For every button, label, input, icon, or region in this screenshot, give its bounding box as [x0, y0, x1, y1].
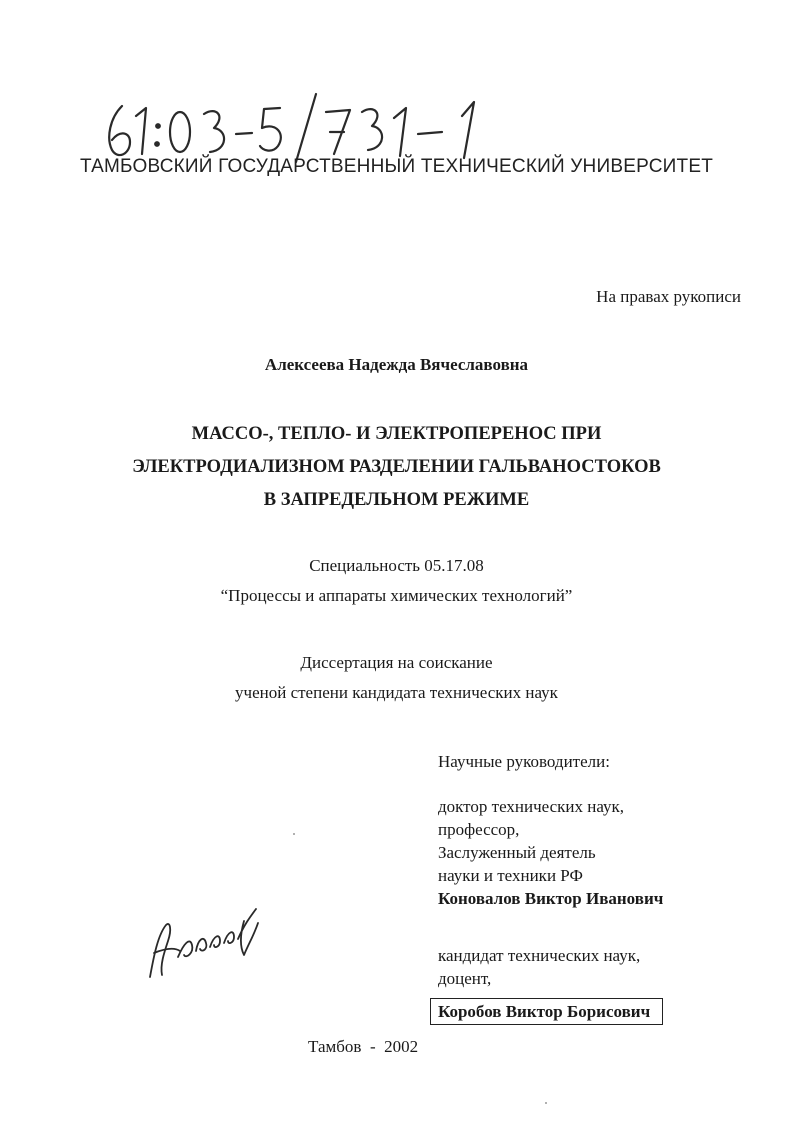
- supervisor-1-title: профессор,: [438, 820, 520, 839]
- author-name: Алексеева Надежда Вячеславовна: [264, 355, 529, 374]
- specialty-name: “Процессы и аппараты химических технологий”: [220, 586, 573, 605]
- supervisor-1-honor-line-1: Заслуженный деятель: [438, 843, 596, 862]
- dissertation-title: [0, 418, 793, 517]
- supervisor-1-name: Коновалов Виктор Иванович: [438, 889, 664, 908]
- dissertation-purpose-line-1: Диссертация на соискание: [300, 653, 493, 672]
- supervisor-1-degree: доктор технических наук,: [438, 797, 625, 816]
- title-line-1: МАССО-, ТЕПЛО- И ЭЛЕКТРОПЕРЕНОС ПРИ: [191, 424, 602, 444]
- supervisor-2-name: Коробов Виктор Борисович: [430, 998, 663, 1025]
- manuscript-note: На правах рукописи: [596, 287, 741, 306]
- title-line-2: ЭЛЕКТРОДИАЛИЗНОМ РАЗДЕЛЕНИИ ГАЛЬВАНОСТОКОВ: [132, 457, 661, 477]
- footer-separator: -: [369, 1037, 376, 1056]
- author-signature: [140, 895, 270, 980]
- footer-year: 2002: [384, 1037, 419, 1056]
- supervisors-block: [438, 750, 663, 1025]
- title-line-3: В ЗАПРЕДЕЛЬНОМ РЕЖИМЕ: [263, 490, 530, 510]
- scan-speck: [545, 1102, 547, 1104]
- supervisor-1-honor-line-2: науки и техники РФ: [438, 866, 583, 885]
- footer-city: Тамбов: [308, 1037, 362, 1056]
- dissertation-purpose-line-2: ученой степени кандидата технических наук: [235, 683, 558, 702]
- supervisor-2-title: доцент,: [438, 969, 492, 988]
- supervisor-2-degree: кандидат технических наук,: [438, 946, 641, 965]
- scan-speck: [293, 833, 295, 835]
- footer-place-year: [308, 1037, 418, 1057]
- supervisors-heading: Научные руководители:: [438, 752, 610, 771]
- specialty-code: Специальность 05.17.08: [309, 556, 484, 575]
- university-name: ТАМБОВСКИЙ ГОСУДАРСТВЕННЫЙ ТЕХНИЧЕСКИЙ УНИВЕРСИТЕТ: [79, 156, 714, 177]
